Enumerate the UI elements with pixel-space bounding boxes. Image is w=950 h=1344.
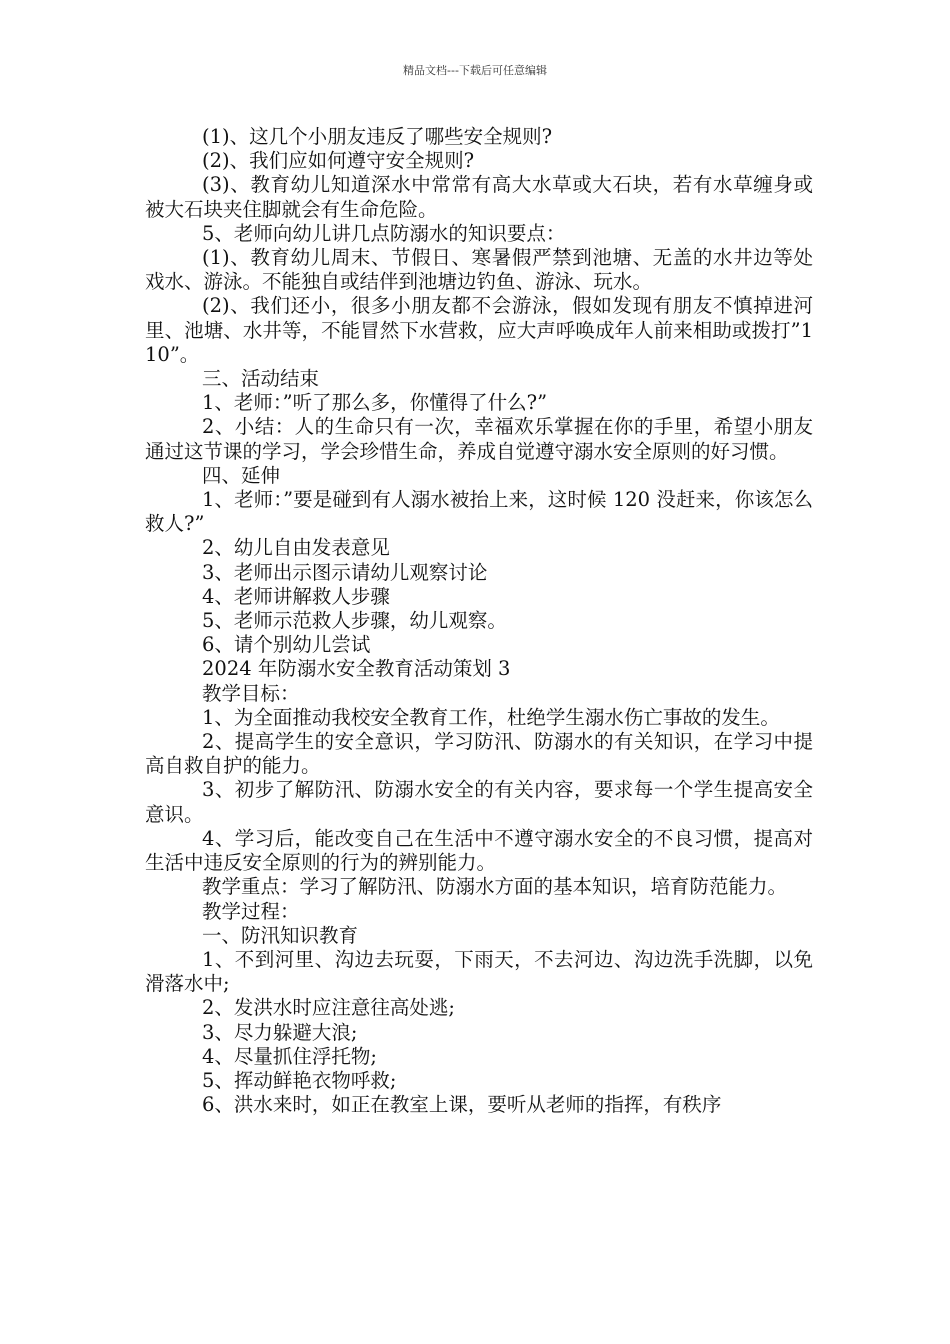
paragraph: 1、老师：”要是碰到有人溺水被抬上来，这时候 120 没赶来，你该怎么救人?” [145, 488, 813, 536]
section-heading: 教学目标： [202, 681, 300, 705]
paragraph: 教学重点：学习了解防汛、防溺水方面的基本知识，培育防范能力。 [202, 875, 788, 899]
paragraph: 1、老师：”听了那么多，你懂得了什么?” [202, 391, 548, 415]
paragraph: 2、提高学生的安全意识，学习防汛、防溺水的有关知识，在学习中提高自救自护的能力。 [145, 730, 813, 778]
paragraph: 2、幼儿自由发表意见 [202, 536, 390, 560]
page-header: 精品文档---下载后可任意编辑 [403, 64, 547, 77]
paragraph: 2、小结：人的生命只有一次，幸福欢乐掌握在你的手里，希望小朋友通过这节课的学习，学会珍惜生命，养成自觉遵守溺水安全原则的好习惯。 [145, 415, 813, 463]
paragraph: (3)、教育幼儿知道深水中常常有高大水草或大石块，若有水草缠身或被大石块夹住脚就会有生命危险。 [145, 173, 813, 221]
paragraph: 2、发洪水时应注意往高处逃; [202, 996, 455, 1020]
paragraph: (1)、教育幼儿周末、节假日、寒暑假严禁到池塘、无盖的水井边等处戏水、游泳。不能独自或结伴到池塘边钓鱼、游泳、玩水。 [145, 246, 813, 294]
paragraph: 3、老师出示图示请幼儿观察讨论 [202, 560, 488, 584]
paragraph: 5、老师示范救人步骤，幼儿观察。 [202, 609, 507, 633]
section-heading: 四、延伸 [202, 463, 281, 487]
paragraph: 3、初步了解防汛、防溺水安全的有关内容，要求每一个学生提高安全意识。 [145, 778, 813, 826]
paragraph: 4、老师讲解救人步骤 [202, 584, 390, 608]
paragraph: (2)、我们还小，很多小朋友都不会游泳，假如发现有朋友不慎掉进河里、池塘、水井等，不能冒然下水营救，应大声呼唤成年人前来相助或拨打”110”。 [145, 294, 813, 366]
paragraph: 5、老师向幼儿讲几点防溺水的知识要点： [202, 221, 566, 245]
paragraph: 6、请个别幼儿尝试 [202, 633, 371, 657]
paragraph: 1、不到河里、沟边去玩耍，下雨天，不去河边、沟边洗手洗脚，以免滑落水中; [145, 947, 813, 996]
document-body [145, 125, 813, 1117]
section-heading: 一、防汛知识教育 [202, 923, 359, 947]
document-title: 2024 年防溺水安全教育活动策划 3 [202, 657, 511, 681]
paragraph: (2)、我们应如何遵守安全规则? [202, 149, 475, 173]
section-heading: 教学过程： [202, 899, 300, 923]
paragraph: (1)、这几个小朋友违反了哪些安全规则? [202, 125, 553, 148]
paragraph: 4、尽量抓住浮托物; [202, 1044, 377, 1068]
paragraph: 5、挥动鲜艳衣物呼救; [202, 1068, 397, 1092]
section-heading: 三、活动结束 [202, 367, 320, 391]
paragraph: 6、洪水来时，如正在教室上课，要听从老师的指挥，有秩序 [202, 1093, 722, 1117]
paragraph: 4、学习后，能改变自己在生活中不遵守溺水安全的不良习惯，提高对生活中违反安全原则的行为的辨别能力。 [145, 826, 813, 875]
paragraph: 1、为全面推动我校安全教育工作，杜绝学生溺水伤亡事故的发生。 [202, 705, 780, 729]
paragraph: 3、尽力躲避大浪; [202, 1020, 358, 1044]
